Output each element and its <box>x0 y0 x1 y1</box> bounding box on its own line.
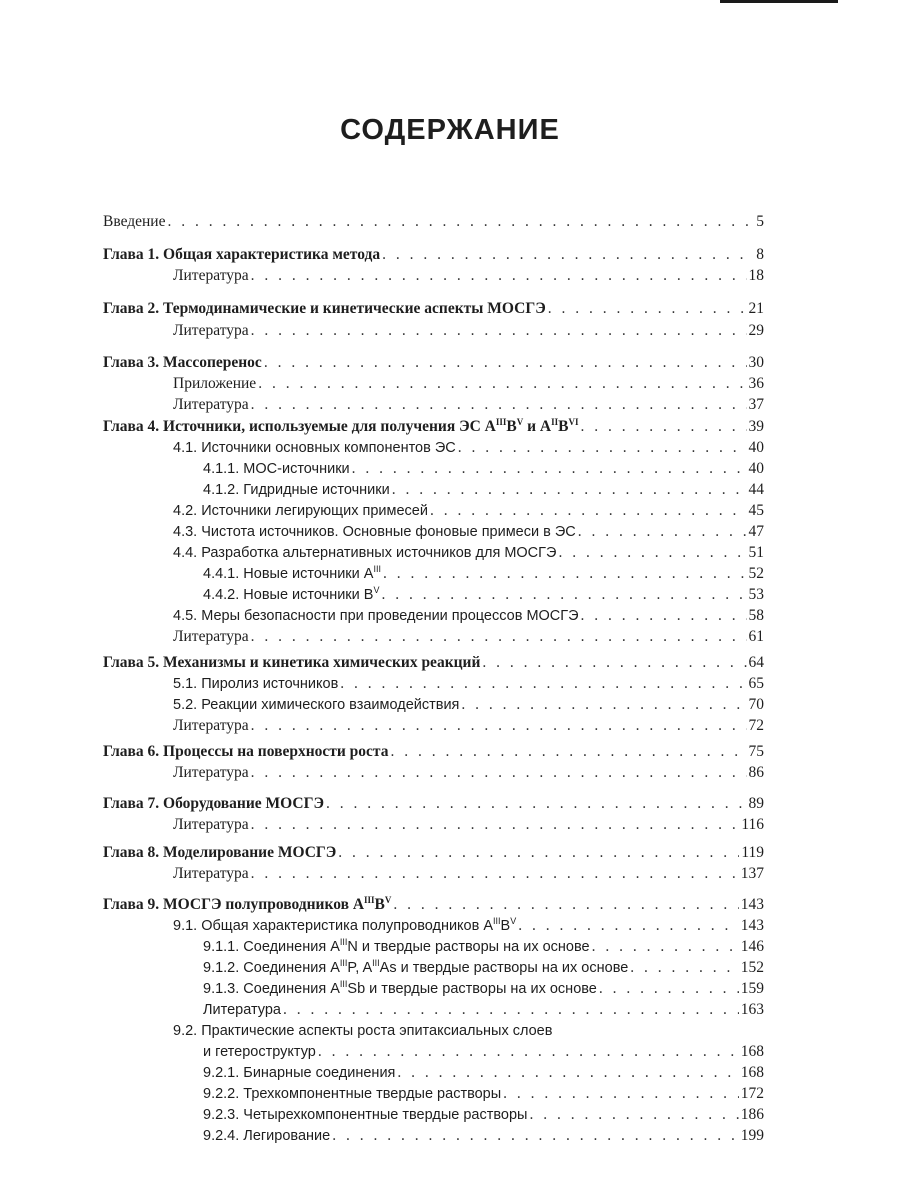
toc-entry-label: Приложение <box>173 375 257 392</box>
toc-entry-page: 89 <box>748 795 764 812</box>
page-corner-bar <box>720 0 838 3</box>
toc-entry-literature[interactable] <box>173 864 764 884</box>
toc-entry-page: 152 <box>740 959 764 976</box>
toc-entry-label: и гетероструктур <box>203 1044 316 1060</box>
toc-section-9-2-4[interactable] <box>203 1126 764 1146</box>
toc-entry-label: 9.1.3. Соединения $A^{III}Sb$ и твердые растворы на их основе <box>203 979 597 997</box>
toc-entry-page: 143 <box>740 896 764 913</box>
toc-entry-page: 37 <box>748 396 764 413</box>
toc-entry-label: Литература <box>173 322 249 339</box>
toc-entry-page: 75 <box>748 743 764 760</box>
toc-chapter-8[interactable] <box>103 843 764 863</box>
toc-entry-page: 52 <box>748 565 764 582</box>
toc-entry-literature[interactable] <box>173 627 764 647</box>
toc-entry-page: 70 <box>748 696 764 713</box>
toc-chapter-5[interactable] <box>103 653 764 673</box>
toc-section-9-1-3[interactable] <box>203 979 764 999</box>
toc-entry-page: 21 <box>748 300 764 317</box>
toc-entry-page: 72 <box>748 717 764 734</box>
toc-entry-label: 4.3. Чистота источников. Основные фоновые примеси в ЭС <box>173 524 576 540</box>
toc-entry-label: 4.4.2. Новые источники $B^V$ <box>203 585 380 603</box>
toc-section-9-2[interactable] <box>173 1021 764 1041</box>
toc-entry-label: Глава 1. Общая характеристика метода <box>103 246 381 263</box>
toc-entry-label: 9.2. Практические аспекты роста эпитаксиальных слоев <box>173 1023 553 1039</box>
toc-entry-page: 119 <box>741 844 764 861</box>
toc-entry-page: 44 <box>748 481 764 498</box>
toc-entry-literature[interactable] <box>173 815 764 835</box>
toc-entry-label: 9.2.2. Трехкомпонентные твердые растворы <box>203 1086 502 1102</box>
toc-entry-page: 143 <box>740 917 764 934</box>
toc-entry-label: Литература <box>173 717 249 734</box>
toc-entry-page: 116 <box>741 816 764 833</box>
toc-entry-page: 199 <box>740 1127 764 1144</box>
toc-entry-label: Литература <box>173 396 249 413</box>
toc-entry-page: 61 <box>748 628 764 645</box>
toc-chapter-3[interactable] <box>103 353 764 373</box>
toc-entry-label: Литература <box>203 1002 281 1018</box>
toc-entry-page: 30 <box>748 354 764 371</box>
toc-section-4-1-2[interactable] <box>203 480 764 500</box>
toc-entry-label: Литература <box>173 865 249 882</box>
toc-entry-label: Глава 7. Оборудование МОСГЭ <box>103 795 324 812</box>
toc-entry-page: 64 <box>748 654 764 671</box>
toc-entry-page: 159 <box>740 980 764 997</box>
toc-entry-label: 9.1. Общая характеристика полупроводников $A^{III}B^V$ <box>173 916 517 934</box>
toc-section-9-1[interactable] <box>173 916 764 936</box>
toc-entry-literature[interactable] <box>203 1000 764 1020</box>
toc-entry-page: 86 <box>748 764 764 781</box>
toc-entry-label: Литература <box>173 267 249 284</box>
toc-section-9-2-3[interactable] <box>203 1105 764 1125</box>
toc-entry-label: 4.1.1. МОС-источники <box>203 461 350 477</box>
toc-entry-page: 47 <box>748 523 764 540</box>
toc-entry-page: 29 <box>748 322 764 339</box>
toc-entry-page: 168 <box>740 1043 764 1060</box>
toc-entry-literature[interactable] <box>173 395 764 415</box>
toc-entry-page: 146 <box>740 938 764 955</box>
toc-entry-label: 9.2.3. Четырехкомпонентные твердые растворы <box>203 1107 528 1123</box>
toc-entry-page: 45 <box>748 502 764 519</box>
toc-entry-label: 4.5. Меры безопасности при проведении процессов МОСГЭ <box>173 608 579 624</box>
toc-section-4-2[interactable] <box>173 501 764 521</box>
toc-section-5-2[interactable] <box>173 695 764 715</box>
toc-entry-page: 40 <box>748 439 764 456</box>
toc-entry-page: 40 <box>748 460 764 477</box>
toc-section-9-2-cont[interactable] <box>203 1042 764 1062</box>
toc-entry-label: 9.2.4. Легирование <box>203 1128 331 1144</box>
toc-entry-literature[interactable] <box>173 763 764 783</box>
toc-entry-page: 51 <box>748 544 764 561</box>
toc-entry-label: 4.2. Источники легирующих примесей <box>173 503 428 519</box>
toc-entry-label: 9.1.1. Соединения $A^{III}N$ и твердые растворы на их основе <box>203 937 590 955</box>
toc-entry-page: 65 <box>748 675 764 692</box>
toc-entry-page: 163 <box>740 1001 764 1018</box>
toc-entry-page: 58 <box>748 607 764 624</box>
toc-entry-page: 39 <box>748 418 764 435</box>
toc-entry-label: 4.1.2. Гидридные источники <box>203 482 390 498</box>
toc-section-9-2-1[interactable] <box>203 1063 764 1083</box>
toc-section-4-4[interactable] <box>173 543 764 563</box>
toc-section-9-1-1[interactable] <box>203 937 764 957</box>
toc-entry-label: Глава 2. Термодинамические и кинетические аспекты МОСГЭ <box>103 300 546 317</box>
toc-entry-label: Глава 3. Массоперенос <box>103 354 262 371</box>
toc-entry-label: Литература <box>173 628 249 645</box>
toc-entry-label: 5.2. Реакции химического взаимодействия <box>173 697 460 713</box>
toc-section-4-4-1[interactable] <box>203 564 764 584</box>
toc-entry-label: Литература <box>173 764 249 781</box>
toc-entry-label: 4.4.1. Новые источники $A^{III}$ <box>203 564 381 582</box>
toc-entry-label: 4.1. Источники основных компонентов ЭС <box>173 440 456 456</box>
toc-entry-label: 4.4. Разработка альтернативных источников для МОСГЭ <box>173 545 557 561</box>
toc-section-5-1[interactable] <box>173 674 764 694</box>
toc-section-4-5[interactable] <box>173 606 764 626</box>
toc-chapter-7[interactable] <box>103 794 764 814</box>
toc-entry-label: Литература <box>173 816 249 833</box>
toc-section-9-1-2[interactable] <box>203 958 764 978</box>
toc-entry-label: Глава 6. Процессы на поверхности роста <box>103 743 389 760</box>
toc-entry-intro[interactable] <box>103 212 764 232</box>
toc-chapter-4[interactable] <box>103 417 764 437</box>
toc-section-4-1[interactable] <box>173 438 764 458</box>
toc-entry-label: Введение <box>103 213 166 230</box>
toc-entry-page: 5 <box>756 213 764 230</box>
toc-entry-page: 36 <box>748 375 764 392</box>
toc-entry-page: 53 <box>748 586 764 603</box>
toc-section-4-4-2[interactable] <box>203 585 764 605</box>
toc-entry-page: 8 <box>756 246 764 263</box>
toc-entry-literature[interactable] <box>173 716 764 736</box>
toc-section-4-1-1[interactable] <box>203 459 764 479</box>
toc-chapter-2[interactable] <box>103 299 764 319</box>
toc-chapter-1[interactable] <box>103 245 764 265</box>
toc-entry-page: 186 <box>740 1106 764 1123</box>
toc-entry-label: Глава 8. Моделирование МОСГЭ <box>103 844 337 861</box>
toc-entry-label: 5.1. Пиролиз источников <box>173 676 339 692</box>
toc-chapter-6[interactable] <box>103 742 764 762</box>
toc-entry-literature[interactable] <box>173 266 764 286</box>
toc-entry-literature[interactable] <box>173 321 764 341</box>
toc-entry-label: Глава 4. Источники, используемые для получения ЭС $A^{III}B^V$ и $A^{II}B^{VI}$ <box>103 417 579 435</box>
toc-entry-label: Глава 5. Механизмы и кинетика химических реакций <box>103 654 481 671</box>
toc-section-4-3[interactable] <box>173 522 764 542</box>
toc-entry-appendix[interactable] <box>173 374 764 394</box>
toc-entry-page: 168 <box>740 1064 764 1081</box>
toc-entry-label: Глава 9. МОСГЭ полупроводников $A^{III}B^V$ <box>103 895 392 913</box>
toc-section-9-2-2[interactable] <box>203 1084 764 1104</box>
toc-entry-label: 9.2.1. Бинарные соединения <box>203 1065 396 1081</box>
toc-entry-page: 172 <box>740 1085 764 1102</box>
toc-entry-label: 9.1.2. Соединения $A^{III}P$, $A^{III}As$ и твердые растворы на их основе <box>203 958 629 976</box>
toc-entry-page: 137 <box>740 865 764 882</box>
toc-entry-page: 18 <box>748 267 764 284</box>
toc-chapter-9[interactable] <box>103 895 764 915</box>
page-title: СОДЕРЖАНИЕ <box>340 114 560 146</box>
